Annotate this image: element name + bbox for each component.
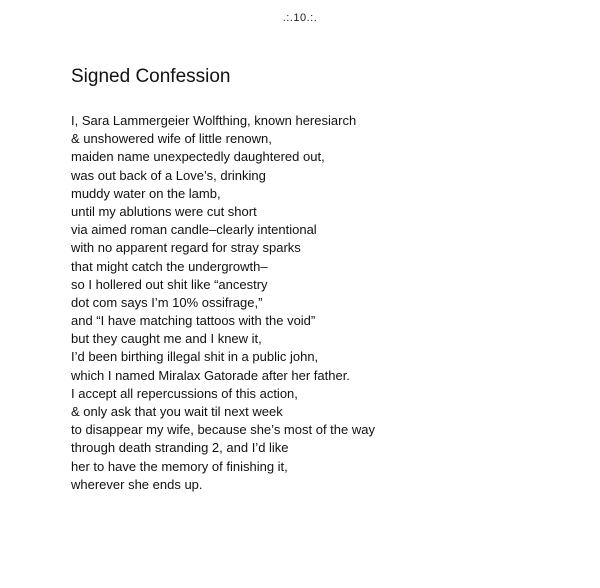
- poem-line: and “I have matching tattoos with the void”: [71, 313, 316, 329]
- poem-line: until my ablutions were cut short: [71, 203, 257, 219]
- poem-line: I, Sara Lammergeier Wolfthing, known heresiarch: [71, 113, 357, 128]
- poem-line: & unshowered wife of little renown,: [71, 131, 272, 147]
- poem-line: I accept all repercussions of this action,: [71, 385, 298, 401]
- poem-line: was out back of a Love’s, drinking: [71, 167, 266, 183]
- poem-line: & only ask that you wait til next week: [71, 404, 283, 419]
- poem-line: via aimed roman candle–clearly intentional: [71, 222, 317, 238]
- poem-line: I’d been birthing illegal shit in a public john,: [71, 349, 319, 365]
- poem-line: which I named Miralax Gatorade after her father.: [71, 367, 350, 383]
- poem-line: dot com says I’m 10% ossifrage,”: [71, 294, 263, 310]
- poem-line: through death stranding 2, and I’d like: [71, 440, 289, 456]
- poem-line: that might catch the undergrowth–: [71, 258, 268, 274]
- poem-line: her to have the memory of finishing it,: [71, 458, 288, 474]
- poem-line: muddy water on the lamb,: [71, 185, 221, 201]
- poem-line: wherever she ends up.: [71, 476, 203, 492]
- poem-body: [71, 112, 375, 494]
- poem-line: but they caught me and I knew it,: [71, 331, 262, 347]
- poem-line: to disappear my wife, because she’s most of the way: [71, 422, 375, 438]
- poem-line: maiden name unexpectedly daughtered out,: [71, 149, 325, 165]
- poem-title: Signed Confession: [71, 66, 231, 87]
- poem-line: so I hollered out shit like “ancestry: [71, 276, 268, 292]
- page-number: .:.10.:.: [282, 12, 318, 24]
- poem-line: with no apparent regard for stray sparks: [71, 240, 301, 256]
